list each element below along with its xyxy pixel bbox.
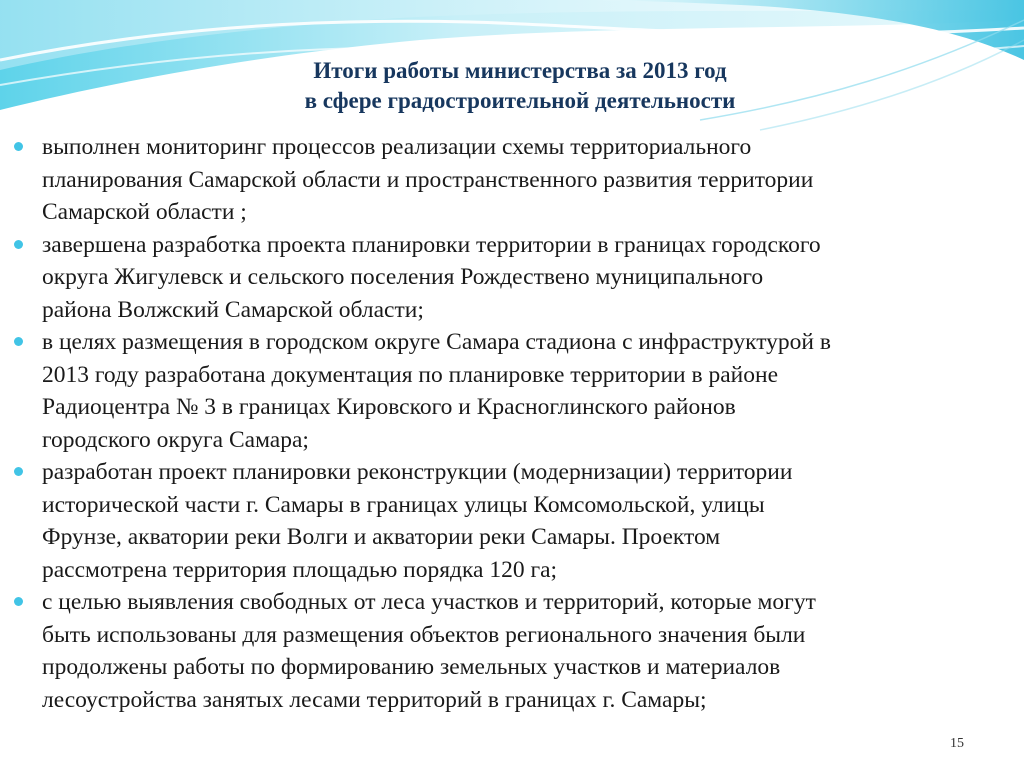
bullet-item-1 xyxy=(12,131,1012,229)
bullet-line: 2013 году разработана документация по планировке территории в районе xyxy=(42,361,778,388)
bullet-line: быть использованы для размещения объектов регионального значения были xyxy=(42,621,806,648)
bullet-line: разработан проект планировки реконструкции (модернизации) территории xyxy=(42,459,793,485)
bullet-line: завершена разработка проекта планировки территории в границах городского xyxy=(42,231,821,258)
bullet-line: в целях размещения в городском округе Самара стадиона с инфраструктурой в xyxy=(42,329,831,355)
bullet-line: Самарской области ; xyxy=(42,199,247,225)
bullet-line: района Волжский Самарской области; xyxy=(42,296,424,323)
slide-title xyxy=(180,56,860,116)
bullet-dot-icon xyxy=(14,142,23,151)
slide-title-line-2: в сфере градостроительной деятельности xyxy=(304,88,736,113)
bullet-line: рассмотрена территория площадью порядка 120 га; xyxy=(42,556,558,583)
bullet-line: с целью выявления свободных от леса участков и территорий, которые могут xyxy=(42,589,816,615)
bullet-line: лесоустройства занятых лесами территорий в границах г. Самары; xyxy=(42,686,707,713)
slide-title-line-1: Итоги работы министерства за 2013 год xyxy=(313,58,727,83)
bullet-item-3 xyxy=(12,326,1012,456)
bullet-line: Фрунзе, акватории реки Волги и акватории реки Самары. Проектом xyxy=(42,524,721,550)
bullet-dot-icon xyxy=(14,597,23,606)
bullet-item-2 xyxy=(12,229,1012,327)
bullet-dot-icon xyxy=(14,467,23,476)
bullet-dot-icon xyxy=(14,240,23,249)
bullet-line: выполнен мониторинг процессов реализации схемы территориального xyxy=(42,134,752,160)
bullet-line: округа Жигулевск и сельского поселения Рождествено муниципального xyxy=(42,264,764,290)
bullet-list xyxy=(12,131,1012,716)
bullet-item-4 xyxy=(12,456,1012,586)
bullet-line: городского округа Самара; xyxy=(42,426,309,453)
bullet-dot-icon xyxy=(14,337,23,346)
bullet-item-5 xyxy=(12,586,1012,716)
bullet-line: исторической части г. Самары в границах улицы Комсомольской, улицы xyxy=(42,491,765,518)
page-number: 15 xyxy=(950,736,964,751)
bullet-line: продолжены работы по формированию земельных участков и материалов xyxy=(42,654,781,680)
bullet-line: планирования Самарской области и пространственного развития территории xyxy=(42,166,814,193)
bullet-line: Радиоцентра № 3 в границах Кировского и Красноглинского районов xyxy=(42,394,736,420)
